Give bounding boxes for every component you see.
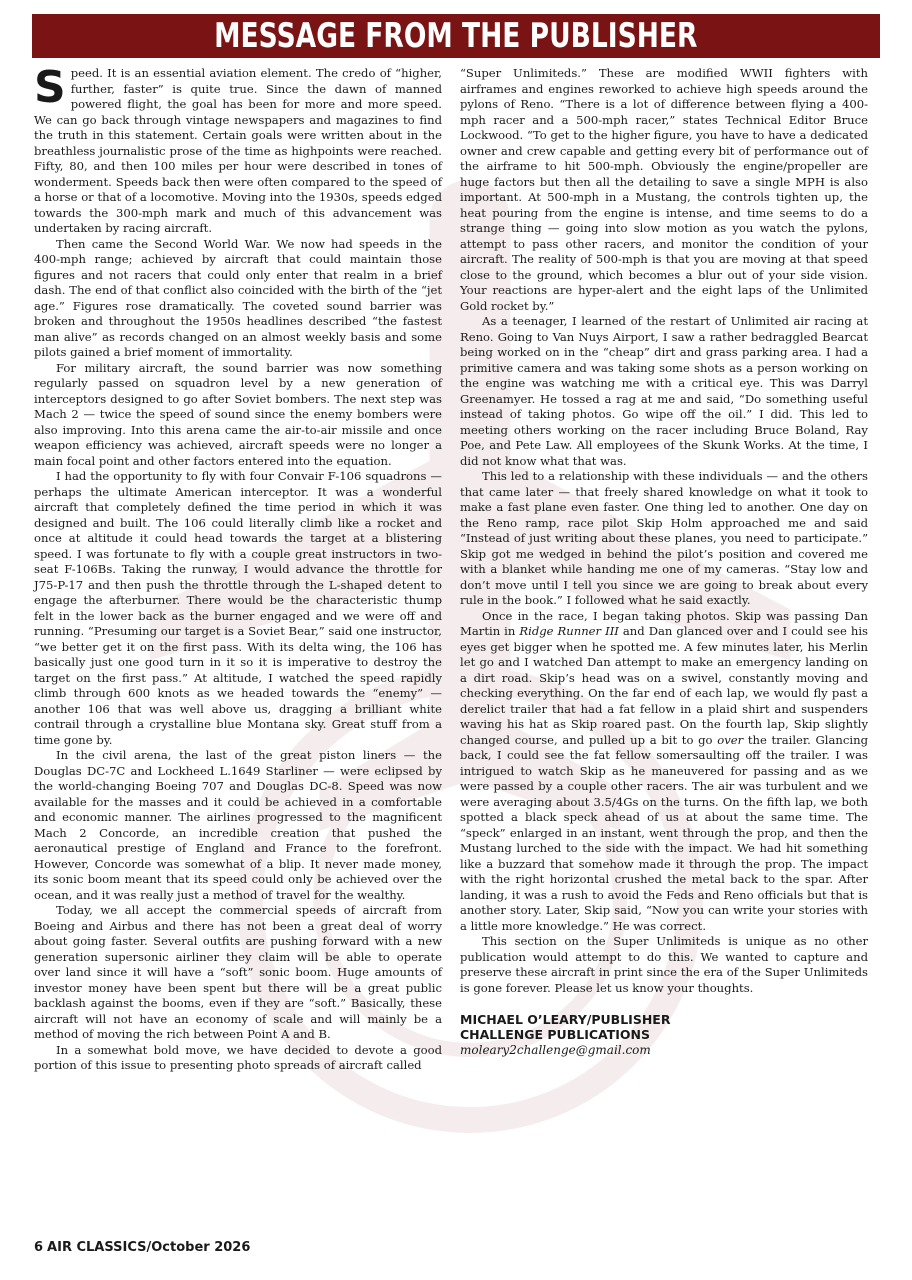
article-paragraph: Today, we all accept the commercial speeds of aircraft from Boeing and Airbus and there has not been a great deal of worry about going faster. Several outfits are pushing forward with a new generation supersonic airliner they claim will be able to operate over land since it will have a “soft” sonic boom. Huge amounts of investor money have been spent but there will be a great public backlash against the booms, even if they are “soft.” Basically, these aircraft will not have an economy of scale and will mainly be a method of moving the rich between Point A and B. [34,903,442,1041]
article-column-left [34,62,442,1242]
article-paragraph: For military aircraft, the sound barrier was now something regularly passed on squadron level by a new generation of interceptors designed to go after Soviet bombers. The next step was Mach 2 — twice the speed of sound since the enemy bombers were also improving. Into this arena came the air-to-air missile and once weapon efficiency was achieved, aircraft speeds were no longer a main focal point and other factors entered into the equation. [34,360,442,468]
signature-block [460,1012,868,1058]
signature-email: moleary2challenge@gmail.com [460,1043,651,1057]
page-number: 6 [34,1240,44,1255]
article-paragraph: As a teenager, I learned of the restart of Unlimited air racing at Reno. Going to Van Nuys Airport, I saw a rather bedraggled Bearcat being worked on in the “cheap” dirt and grass parking area. I had a primitive camera and was taking some shots as a person working on the engine was watching me with a critical eye. This was Darryl Greenamyer. He tossed a rag at me and said, “Do something useful instead of taking photos. Go wipe off the oil.” I did. This led to meeting others working on the racer including Bruce Boland, Ray Poe, and Pete Law. All employees of the Skunk Works. At the time, I did not know what that was. [460,314,868,468]
drop-cap: S [34,62,66,113]
signature-name: MICHAEL O’LEARY/PUBLISHER [460,1012,671,1027]
magazine-name: AIR CLASSICS [47,1240,147,1255]
page-title: MESSAGE FROM THE PUBLISHER [214,16,698,56]
article-paragraph: “Super Unlimiteds.” These are modified WWII fighters with airframes and engines reworked to achieve high speeds around the pylons of Reno. “There is a lot of difference between flying a 400-mph racer and a 500-mph racer,” states Technical Editor Bruce Lockwood. “To get to the higher figure, you have to have a dedicated owner and crew capable and getting every bit of performance out of the airframe to hit 500-mph. Obviously the engine/propeller are huge factors but then all the detailing to save a single MPH is also important. At 500-mph in a Mustang, the controls tighten up, the heat pouring from the engine is intense, and time seems to do a strange thing — going into slow motion as you watch the pylons, attempt to pass other racers, and monitor the condition of your aircraft. The reality of 500-mph is that you are moving at that speed close to the ground, which becomes a blur out of your side vision. Your reactions are hyper-alert and the eight laps of the Unlimited Gold rocket by.” [460,66,868,313]
issue-date: /October 2026 [146,1240,251,1255]
article-paragraph: This section on the Super Unlimiteds is unique as no other publication would attempt to do this. We wanted to capture and preserve these aircraft in print since the era of the Super Unlimiteds is gone forever. Please let us know your thoughts. [460,934,868,995]
article-paragraph: I had the opportunity to fly with four Convair F-106 squadrons — perhaps the ultimate American interceptor. It was a wonderful aircraft that completely defined the time period in which it was designed and built. The 106 could literally climb like a rocket and once at altitude it could head towards the target at a blistering speed. I was fortunate to fly with a couple great instructors in two-seat F-106Bs. Taking the runway, I would advance the throttle for J75-P-17 and then push the throttle through the L-shaped detent to engage the afterburner. There would be the characteristic thump felt in the lower back as the burner engaged and we were off and running. “Presuming our target is a Soviet Bear,” said one instructor, “we better get it on the first pass. With its delta wing, the 106 has basically just one good turn in it so it is imperative to destroy the target on the first pass.” At altitude, I watched the speed rapidly climb through 600 knots as we headed towards the “enemy” — another 106 that was well above us, dragging a brilliant white contrail through a crystalline blue Montana sky. Great stuff from a time gone by. [34,469,442,747]
article-paragraph: Then came the Second World War. We now had speeds in the 400-mph range; achieved by aircraft that could maintain those figures and not racers that could only enter that realm in a brief dash. The end of that conflict also coincided with the birth of the “jet age.” Figures rose dramatically. The coveted sound barrier was broken and throughout the 1950s headlines described “the fastest man alive” as records changed on an almost weekly basis and some pilots gained a brief moment of immortality. [34,236,442,359]
article-column-right [460,66,868,1242]
article-paragraph: In the civil arena, the last of the great piston liners — the Douglas DC-7C and Lockheed L.1649 Starliner — were eclipsed by the world-changing Boeing 707 and Douglas DC-8. Speed was now available for the masses and it could be achieved in a comfortable and economic manner. The airlines progressed to the magnificent Mach 2 Concorde, an incredible creation that pushed the aeronautical prestige of England and France to the forefront. However, Concorde was somewhat of a blip. It never made money, its sonic boom meant that its speed could only be achieved over the ocean, and it was really just a method of travel for the wealthy. [34,748,442,902]
article-paragraph: This led to a relationship with these individuals — and the others that came later — that freely shared knowledge on what it took to make a fast plane even faster. One thing led to another. One day on the Reno ramp, race pilot Skip Holm approached me and said “Instead of just writing about these planes, you need to participate.” Skip got me wedged in behind the pilot’s position and covered me with a blanket while handing me one of my cameras. “Stay low and don’t move until I tell you since we are going to break about every rule in the book.” I followed what he said exactly. [460,469,868,607]
emphasis: over [717,732,744,747]
page-title-banner [32,14,880,58]
article-paragraph: Speed. It is an essential aviation element. The credo of “higher, further, faster” is quite true. Since the dawn of manned powered flight, the goal has been for more and more speed. We can go back through vintage newspapers and magazines to find the truth in this statement. Certain goals were written about in the breathless journalistic prose of the time as highpoints were reached. Fifty, 80, and then 100 miles per hour were described in tones of wonderment. Speeds back then were often compared to the speed of a horse or that of a locomotive. Moving into the 1930s, speeds edged towards the 300-mph mark and much of this advancement was undertaken by racing aircraft. [34,62,442,235]
article-paragraph: Once in the race, I began taking photos. Skip was passing Dan Martin in Ridge Runner III and Dan glanced over and I could see his eyes get bigger when he spotted me. A few minutes later, his Merlin let go and I watched Dan attempt to make an emergency landing on a dirt road. Skip’s head was on a swivel, constantly moving and checking everything. On the far end of each lap, we would fly past a derelict trailer that had a fat fellow in a plaid shirt and suspenders waving his hat as Skip roared past. On the fourth lap, Skip slightly changed course, and pulled up a bit to go over the trailer. Glancing back, I could see the fat fellow somersaulting off the trailer. I was intrigued to watch Skip as he maneuvered for passing and as we were passed by a couple other racers. The air was turbulent and we were averaging about 3.5/4Gs on the turns. On the fifth lap, we both spotted a black speck ahead of us at about the same time. The “speck” enlarged in an instant, went through the prop, and then the Mustang lurched to the side with the impact. We had hit something like a buzzard that somehow made it through the prop. The impact with the right horizontal crushed the metal back to the spar. After landing, it was a rush to avoid the Feds and Reno officials but that is another story. Later, Skip said, “Now you can write your stories with a little more knowledge.” He was correct. [460,608,868,933]
signature-company: CHALLENGE PUBLICATIONS [460,1027,650,1042]
article-paragraph: In a somewhat bold move, we have decided to devote a good portion of this issue to presenting photo spreads of aircraft called [34,1042,442,1072]
aircraft-name: Ridge Runner III [519,624,619,638]
page-footer [34,1240,250,1260]
